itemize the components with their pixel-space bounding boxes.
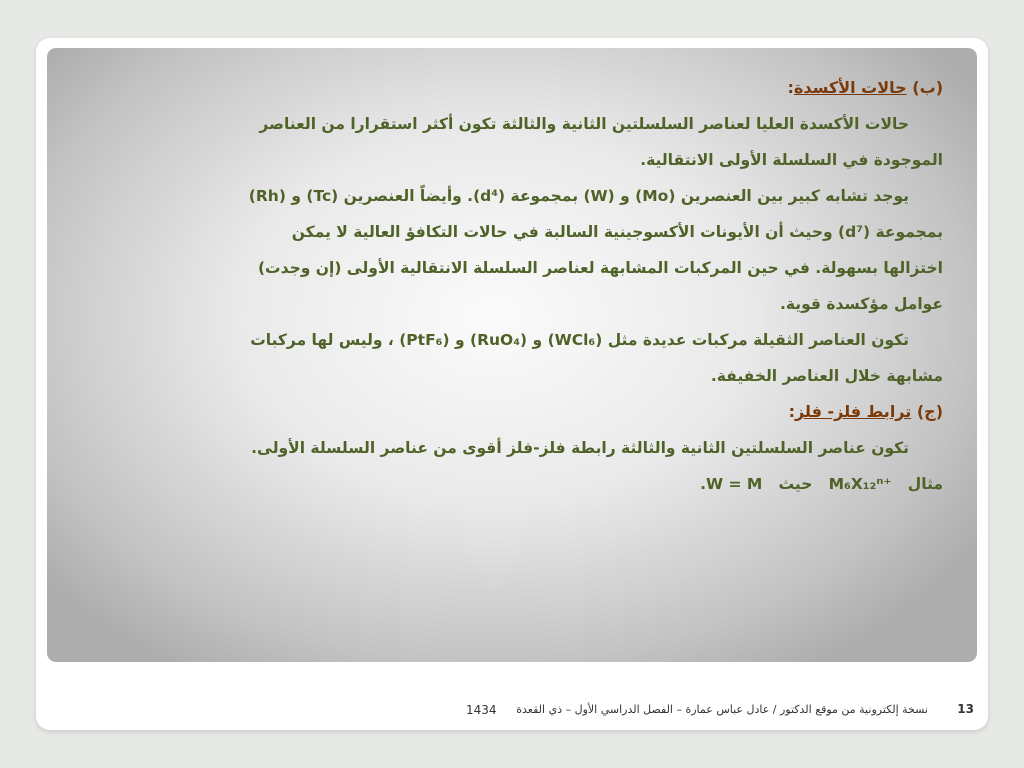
- para3-and-2: و: [454, 331, 465, 349]
- slide-body: [88, 70, 943, 502]
- para3-and-1: و: [532, 331, 543, 349]
- para4-line1: تكون عناصر السلسلتين الثانية والثالثة رابطة فلز-فلز أقوى من عناصر السلسلة الأولى.: [251, 439, 909, 457]
- example-label: مثال: [907, 475, 943, 493]
- paragraph-metal-bonding: [88, 430, 943, 502]
- para2-text-e: وحيث أن الأيونات الأكسوجينية السالبة في حالات التكافؤ العالية لا يمكن: [291, 223, 833, 241]
- section-c-title: ترابط فلز- فلز: [794, 402, 912, 421]
- final-period: .: [700, 475, 706, 493]
- section-b-label: (ب): [912, 78, 943, 97]
- formula-wcl6: (WCl₆): [547, 331, 603, 349]
- para2-line1: [88, 178, 909, 214]
- formula-m6x12: M₆X₁₂ⁿ⁺: [828, 475, 892, 493]
- paragraph-heavy-compounds: [88, 322, 943, 394]
- para3-text-b: ، وليس لها مركبات: [250, 331, 394, 349]
- formula-ruo4: (RuO₄): [470, 331, 528, 349]
- symbol-w: (W): [583, 187, 615, 205]
- para2-line2: [88, 214, 943, 250]
- para2-and-2: و: [291, 187, 301, 205]
- para2-text-a: يوجد تشابه كبير بين العنصرين: [680, 187, 909, 205]
- symbol-mo: (Mo): [635, 187, 676, 205]
- config-d4: (d⁴): [473, 187, 506, 205]
- para3-text-a: تكون العناصر الثقيلة مركبات عديدة مثل: [607, 331, 909, 349]
- footer-year: 1434: [466, 703, 497, 717]
- equation-m-equals-w: W = M: [705, 475, 763, 493]
- para4-line2: [88, 466, 943, 502]
- slide-footer: [300, 702, 980, 722]
- para2-text-c: . وأيضاً العنصرين: [343, 187, 474, 205]
- para3-line2: مشابهة خلال العناصر الخفيفة.: [710, 367, 943, 385]
- paragraph-element-similarity: [88, 178, 943, 322]
- section-c-colon: :: [788, 402, 795, 421]
- footer-source: نسخة إلكترونية من موقع الدكتور / عادل عباس عمارة – الفصل الدراسي الأول – ذي القعدة: [516, 703, 928, 716]
- section-b-colon: :: [787, 78, 794, 97]
- section-c-label: (ج): [916, 402, 943, 421]
- page-number: 13: [957, 702, 974, 716]
- symbol-rh: (Rh): [248, 187, 286, 205]
- para2-line4: عوامل مؤكسدة قوية.: [779, 295, 943, 313]
- section-b-heading: [88, 70, 943, 106]
- formula-ptf6: (PtF₆): [399, 331, 450, 349]
- symbol-tc: (Tc): [306, 187, 339, 205]
- para1-line2: الموجودة في السلسلة الأولى الانتقالية.: [640, 151, 943, 169]
- config-d7: (d⁷): [838, 223, 871, 241]
- para2-text-b: بمجموعة: [510, 187, 579, 205]
- section-c-heading: [88, 394, 943, 430]
- para3-line1: [88, 322, 909, 358]
- para2-text-d: بمجموعة: [875, 223, 943, 241]
- paragraph-oxidation-stability: [88, 106, 943, 178]
- para1-line1: حالات الأكسدة العليا لعناصر السلسلتين الثانية والثالثة تكون أكثر استقرارا من العناصر: [259, 115, 909, 133]
- para2-line3: اختزالها بسهولة. في حين المركبات المشابهة لعناصر السلسلة الانتقالية الأولى (إن وجدت): [257, 259, 943, 277]
- section-b-title: حالات الأكسدة: [793, 78, 907, 97]
- where-label: حيث: [778, 475, 813, 493]
- para2-and-1: و: [620, 187, 630, 205]
